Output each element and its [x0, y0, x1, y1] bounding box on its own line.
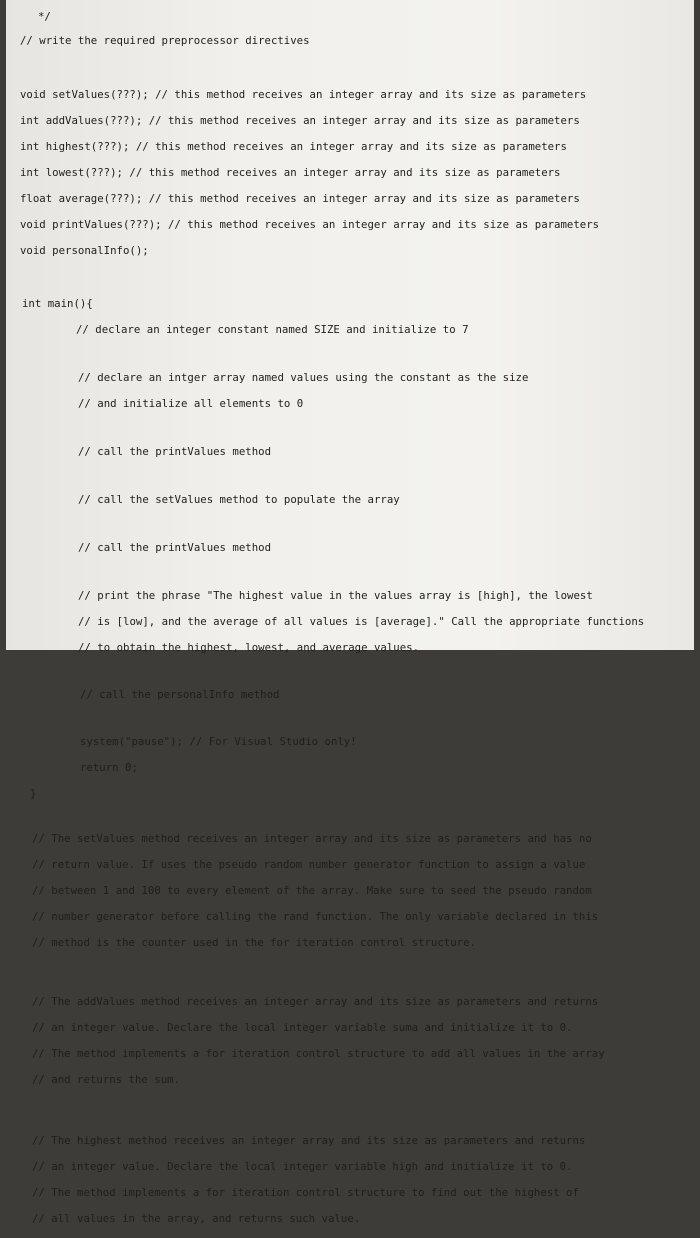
- prototype-line: void printValues(???); // this method receives an integer array and its size as parameters: [20, 218, 600, 231]
- highest-description: // all values in the array, and returns such value.: [32, 1212, 361, 1225]
- system-pause-statement: system("pause"); // For Visual Studio only!: [80, 735, 357, 748]
- main-comment-array: // and initialize all elements to 0: [78, 397, 304, 410]
- prototype-line: int lowest(???); // this method receives an integer array and its size as parameters: [20, 166, 561, 179]
- main-comment-array: // declare an intger array named values using the constant as the size: [78, 371, 529, 384]
- addvalues-description: // and returns the sum.: [32, 1073, 180, 1086]
- paper-photo: [6, 0, 694, 1225]
- main-comment-size: // declare an integer constant named SIZE and initialize to 7: [76, 323, 469, 336]
- main-closing-brace: }: [30, 787, 37, 800]
- setvalues-description: // between 1 and 100 to every element of the array. Make sure to seed the pseudo random: [32, 884, 592, 897]
- main-comment-phrase: // to obtain the highest, lowest, and average values.: [78, 641, 420, 654]
- header-comment: // write the required preprocessor directives: [20, 34, 310, 47]
- prototype-line: float average(???); // this method receives an integer array and its size as parameters: [20, 192, 580, 205]
- main-comment-phrase: // print the phrase "The highest value in the values array is [high], the lowest: [78, 589, 593, 602]
- setvalues-description: // number generator before calling the rand function. The only variable declared in this: [32, 910, 599, 923]
- addvalues-description: // an integer value. Declare the local integer variable suma and initialize it to 0.: [32, 1021, 573, 1034]
- setvalues-description: // return value. If uses the pseudo random number generator function to assign a value: [32, 858, 586, 871]
- setvalues-description: // The setValues method receives an integer array and its size as parameters and has no: [32, 832, 592, 845]
- main-comment-print: // call the printValues method: [78, 541, 272, 554]
- prototype-line: void personalInfo();: [20, 244, 149, 257]
- main-comment-phrase: // is [low], and the average of all values is [average]." Call the appropriate functions: [78, 615, 645, 628]
- addvalues-description: // The addValues method receives an integer array and its size as parameters and returns: [32, 995, 599, 1008]
- setvalues-description: // method is the counter used in the for iteration control structure.: [32, 936, 476, 949]
- return-statement: return 0;: [80, 761, 138, 774]
- highest-description: // The method implements a for iteration control structure to find out the highest of: [32, 1186, 579, 1199]
- highest-description: // The highest method receives an integer array and its size as parameters and returns: [32, 1134, 586, 1147]
- main-signature: int main(){: [22, 297, 93, 310]
- prototype-line: int highest(???); // this method receives an integer array and its size as parameters: [20, 140, 567, 153]
- addvalues-description: // The method implements a for iteration control structure to add all values in the array: [32, 1047, 605, 1060]
- main-comment-personal: // call the personalInfo method: [80, 688, 280, 701]
- main-comment-print: // call the printValues method: [78, 445, 272, 458]
- prototype-line: void setValues(???); // this method receives an integer array and its size as parameters: [20, 88, 587, 101]
- comment-close-fragment: */: [38, 10, 51, 23]
- prototype-line: int addValues(???); // this method receives an integer array and its size as parameters: [20, 114, 580, 127]
- highest-description: // an integer value. Declare the local integer variable high and initialize it to 0.: [32, 1160, 573, 1173]
- main-comment-setvalues: // call the setValues method to populate the array: [78, 493, 400, 506]
- code-listing: [20, 0, 692, 1238]
